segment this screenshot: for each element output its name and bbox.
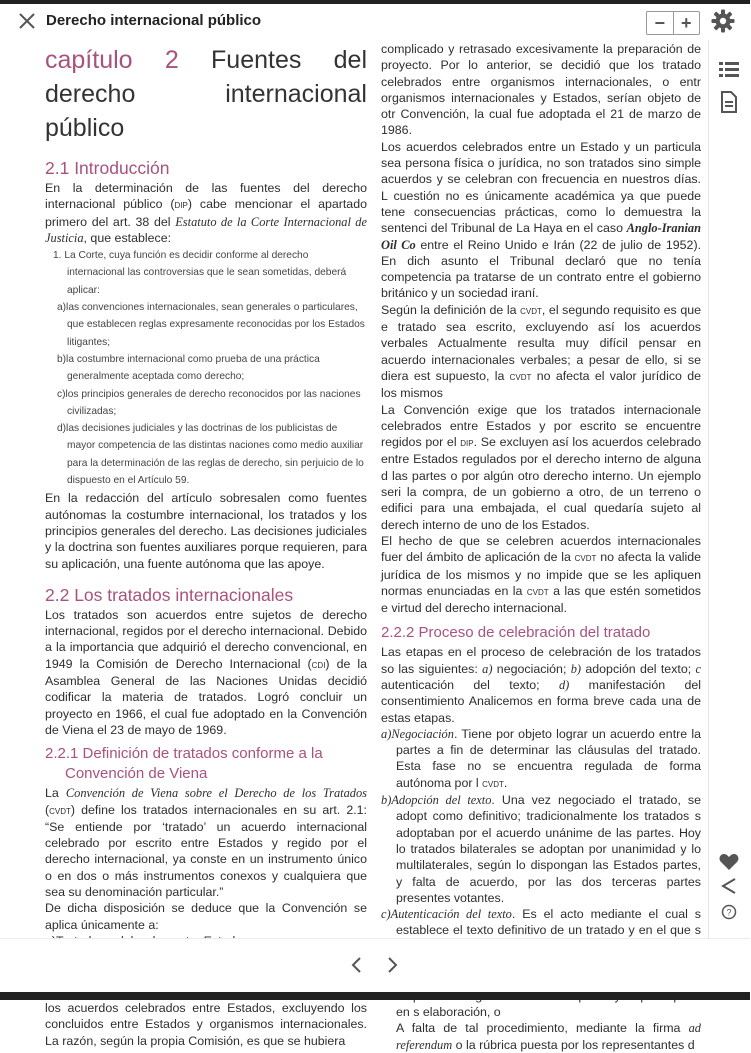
quote-item: b)la costumbre internacional como prueba de una práctica generalmente aceptada como derecho; [57, 353, 320, 383]
paragraph: La Convención exige que los tratados internacionale celebrados entre Estados y por escrito se encuentre regidos por el dip. Se excluyen así los acuerdos celebrado entre Estados regulados por el derecho interno de alguna d las partes o por algún otro derecho interno. Un ejemplo seri la compra, de un gobierno a otro, de un terreno o edifici para una embajada, el cual quedaría sujeto al derech interno de uno de los Estados. [381, 402, 701, 532]
list-icon[interactable] [717, 58, 741, 82]
quote-item: d)las decisiones judiciales y las doctrinas de los publicistas de mayor competencia de las distintas naciones como medio auxiliar para la determinación de las reglas de derecho, sin perjuicio de lo dispuesto en el Artículo 59. [57, 423, 364, 487]
section-heading-2-1: 2.1 Introducción [45, 158, 170, 178]
sub-list-item: en s elaboración, o [396, 1004, 501, 1019]
gear-icon[interactable] [710, 8, 736, 36]
close-icon[interactable] [16, 8, 38, 34]
reader-header [0, 4, 750, 40]
quote-item: a)las convenciones internacionales, sean generales o particulares, que establecen reglas expresamente reconocidas por los Estados litigantes; [57, 302, 365, 348]
share-icon[interactable] [717, 874, 741, 898]
quote-item: c)los principios generales de derecho reconocidos por las naciones civilizadas; [57, 388, 361, 417]
zoom-controls [646, 11, 700, 35]
paragraph: Las etapas en el proceso de celebración de los tratados so las siguientes: a) negociación; b) adopción del texto; c autenticación del texto; d) manifestación del consentimiento Analicemos en forma breve cada una de estas etapas. [381, 645, 701, 725]
chevron-right-icon[interactable] [380, 953, 404, 977]
book-page[interactable] [0, 40, 708, 1052]
paragraph: Los tratados son acuerdos entre sujetos de derecho internacional, regidos por el derecho internacional. Debido a la importancia que adquirió el derecho convencional, en 1949 la Comisión de Derecho Internacional (cdi) de la Asamblea General de las Naciones Unidas decidió codificar la materia de tratados. Logró concluir un proyecto en 1966, el cual fue adoptado en la Convención de Viena el 23 de mayo de 1969. [45, 607, 368, 737]
quote-item: 1. La Corte, cuya función es decidir conforme al derecho internacional las controversias que le sean sometidas, deberá aplicar: [53, 250, 347, 296]
chapter-heading [45, 43, 367, 145]
document-icon[interactable] [717, 90, 741, 114]
paragraph: En la redacción del artículo sobresalen como fuentes autónomas la costumbre internacional, los tratados y los principios generales del derecho. Las decisiones judiciales y la doctrina son fuentes auxiliares porque requieren, para su aplicación, una fuente autónoma que las apoye. [45, 491, 367, 571]
paragraph: El hecho de que se celebren acuerdos internacionales fuer del ámbito de aplicación de la cvdt no afecta la valide jurídica de los mismos y no impide que se les apliquen normas enunciadas en la cvdt a las que estén sometidos e virtud del derecho internacional. [381, 533, 701, 616]
chevron-left-icon[interactable] [345, 953, 369, 977]
zoom-in-button[interactable]: + [680, 13, 692, 33]
sub-list-item: A falta de tal procedimiento, mediante la firma ad referendum o la rúbrica puesta por los representantes d [396, 1021, 701, 1052]
paragraph: los acuerdos celebrados entre Estados, excluyendo los concluidos entre Estados y organismos internacionales. La razón, según la propia Comisión, es que se hubiera [45, 1001, 367, 1048]
section-heading-2-2-1: 2.2.1 Definición de tratados conforme a la Convención de Viena [45, 745, 323, 783]
section-heading-2-2-2: 2.2.2 Proceso de celebración del tratado [381, 624, 651, 642]
svg-text:?: ? [726, 907, 732, 918]
list-item: a)Negociación. Tiene por objeto lograr un acuerdo entre la partes a fin de determinar las cláusulas del tratado. Esta fase no se encuentra regulada de forma autónoma por l cvdt. [381, 726, 701, 790]
chapter-number: capítulo 2 [45, 46, 179, 74]
paragraph: Los acuerdos celebrados entre un Estado y un particula sea persona física o jurídica, no son tratados sino simple acuerdos y se celebran con frecuencia en nuestros días. L cuestión no es únicamente académica ya que puede tene consecuencias prácticas, como lo demuestra la sentenci del Tribunal de La Haya en el caso Anglo-Iranian Oil Co entre el Reino Unido e Irán (22 de julio de 1952). En dich asunto el Tribunal declaró que no tenía competencia pa tratarse de un contrato entre el gobierno británico y un sociedad iraní. [381, 139, 702, 301]
left-column [45, 40, 367, 1049]
section-heading-2-2: 2.2 Los tratados internacionales [45, 584, 294, 605]
paragraph: Según la definición de la cvdt, el segundo requisito es que e tratado sea escrito, excluyendo así los acuerdos verbales Actualmente resulta muy difícil pensar en acuerdo internacionales verbales; a pesar de ello, si se diera est supuesto, la cvdt no afecta el valor jurídico de los mismos [381, 302, 701, 401]
right-column [381, 41, 701, 1053]
paragraph: En la determinación de las fuentes del derecho internacional público (dip) cabe mencionar el apartado primero del art. 38 del Estatuto de la Corte Internacional de Justicia, que establece: [45, 181, 367, 245]
help-icon[interactable] [717, 900, 741, 924]
paragraph: La Convención de Viena sobre el Derecho de los Tratados (cvdt) define los tratados internacionales en su art. 2.1: “Se entiende por ‘tratado’ un acuerdo internacional celebrado por escrito entre Estados y regido por el derecho internacional, ya conste en un instrumento único o en dos o más instrumentos conexos y cualquiera que sea su denominación particular.” [45, 786, 367, 899]
paragraph: De dicha disposición se deduce que la Convención se aplica únicamente a: [45, 901, 367, 932]
heart-icon[interactable] [717, 850, 741, 874]
book-title: Derecho internacional público [46, 12, 262, 29]
chapter-title: Fuentes del derecho internacional público [45, 46, 367, 142]
bottom-bar-edge [0, 992, 750, 1000]
zoom-out-button[interactable]: − [647, 12, 674, 34]
reader-sidebar [708, 40, 751, 938]
article-quote [45, 247, 367, 489]
list-item: b)Adopción del texto. Una vez negociado el tratado, se adopt como definitivo; tradicionalmente los tratados s adoptaban por el acuerdo unánime de las partes. Hoy lo tratados bilaterales se adoptan por unanimidad y lo multilaterales, según lo dispongan las Estados partes, y falta de acuerdo, por las dos terceras partes presentes votantes. [381, 793, 702, 905]
page-navigation [0, 938, 750, 993]
list-item: c)Autenticación del texto. Es el acto mediante el cual s establece el texto definitivo de un tratado y en el que s [381, 907, 701, 938]
paragraph: complicado y retrasado excesivamente la preparación de proyecto. Por lo anterior, se decidió que los tratado celebrados entre organismos internacionales, o entr organismos internacionales y Estados, serían objeto de otr Convención, la cual fue adoptada el 21 de marzo de 1986. [381, 42, 701, 138]
